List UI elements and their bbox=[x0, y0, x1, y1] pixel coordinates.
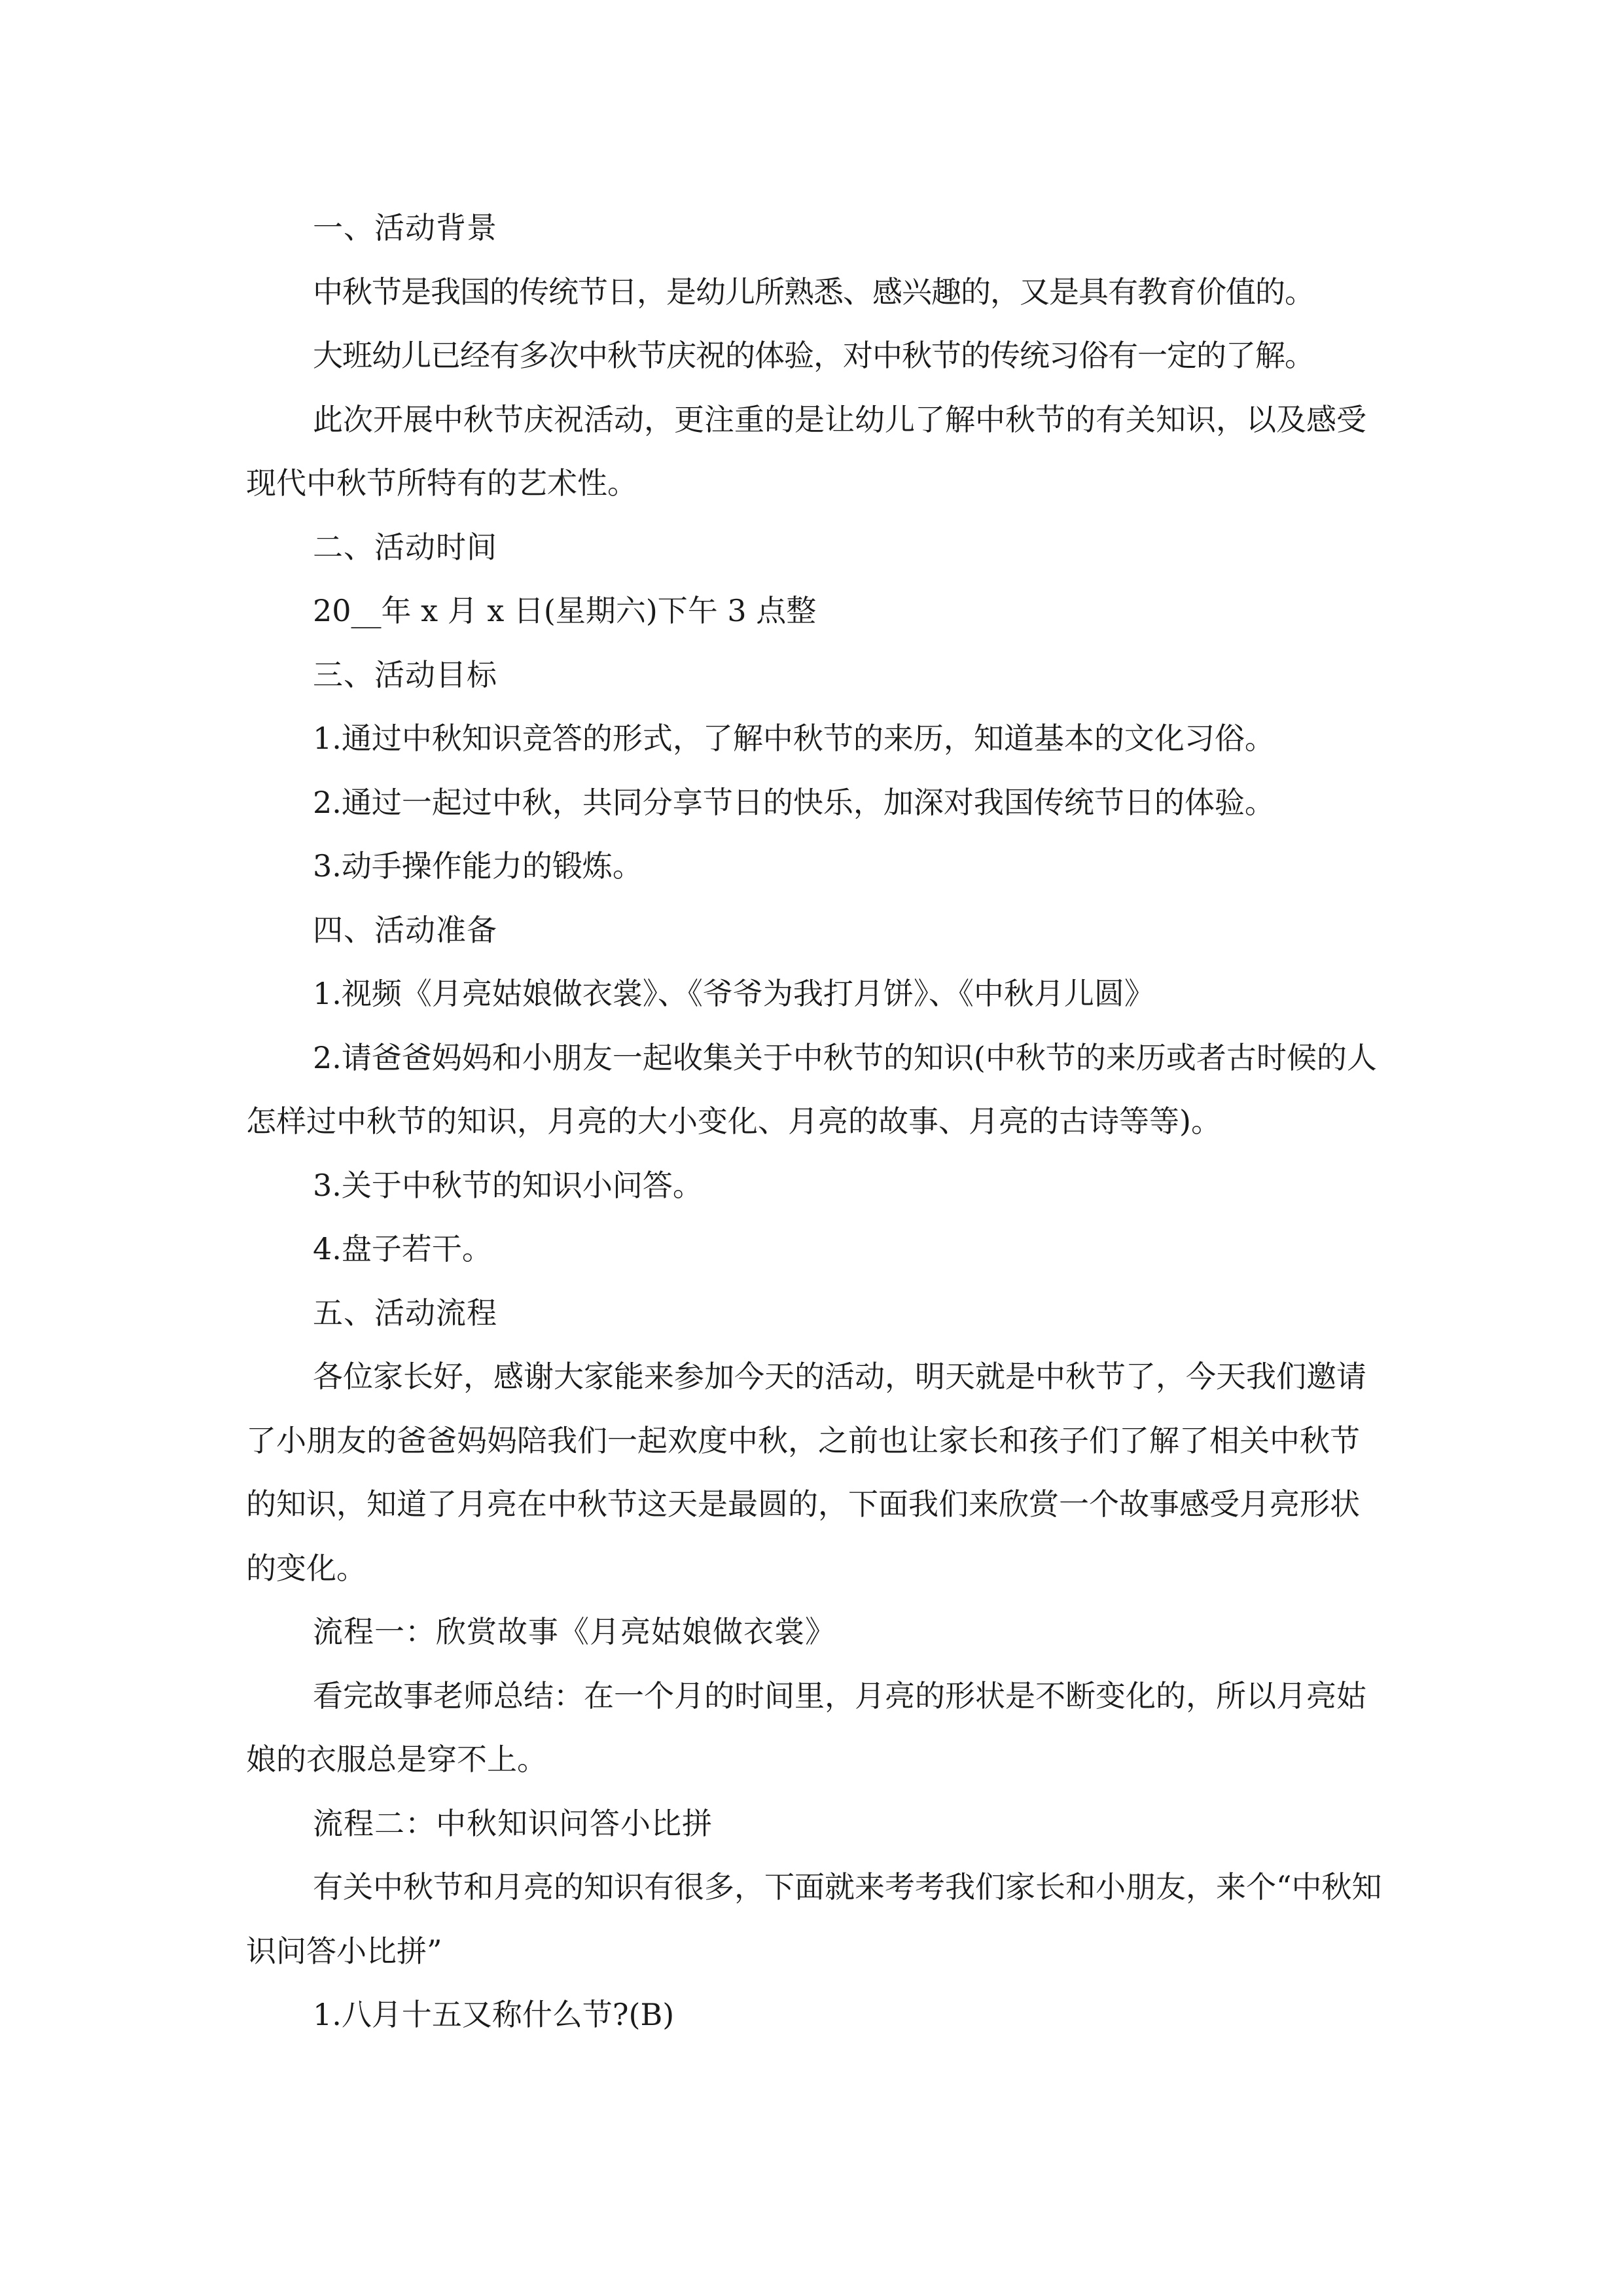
paragraph: 20__年 x 月 x 日(星期六)下午 3 点整 bbox=[313, 593, 817, 628]
paragraph: 看完故事老师总结：在一个月的时间里，月亮的形状是不断变化的，所以月亮姑娘的衣服总是穿不上。 bbox=[246, 1677, 1366, 1777]
list-item: 3.关于中秋节的知识小问答。 bbox=[313, 1167, 703, 1203]
process-step-heading: 流程一：欣赏故事《月亮姑娘做衣裳》 bbox=[313, 1614, 836, 1649]
document-body bbox=[246, 196, 1385, 2047]
list-item: 1.通过中秋知识竞答的形式，了解中秋节的来历，知道基本的文化习俗。 bbox=[313, 721, 1275, 756]
list-item: 2.通过一起过中秋，共同分享节日的快乐，加深对我国传统节日的体验。 bbox=[313, 784, 1275, 820]
section-heading-process: 五、活动流程 bbox=[313, 1295, 497, 1331]
paragraph: 此次开展中秋节庆祝活动，更注重的是让幼儿了解中秋节的有关知识，以及感受现代中秋节所特有的艺术性。 bbox=[246, 401, 1366, 501]
process-step-heading: 流程二：中秋知识问答小比拼 bbox=[313, 1805, 713, 1841]
paragraph: 中秋节是我国的传统节日，是幼儿所熟悉、感兴趣的，又是具有教育价值的。 bbox=[313, 274, 1314, 310]
section-heading-preparation: 四、活动准备 bbox=[313, 912, 497, 948]
list-item: 2.请爸爸妈妈和小朋友一起收集关于中秋节的知识(中秋节的来历或者古时候的人怎样过中秋节的知识，月亮的大小变化、月亮的故事、月亮的古诗等等)。 bbox=[246, 1039, 1377, 1139]
list-item: 1.视频《月亮姑娘做衣裳》、《爷爷为我打月饼》、《中秋月儿圆》 bbox=[313, 976, 1154, 1011]
paragraph: 有关中秋节和月亮的知识有很多，下面就来考考我们家长和小朋友，来个“中秋知识问答小比拼” bbox=[246, 1869, 1382, 1969]
section-heading-time: 二、活动时间 bbox=[313, 529, 497, 565]
paragraph: 各位家长好，感谢大家能来参加今天的活动，明天就是中秋节了，今天我们邀请了小朋友的爸爸妈妈陪我们一起欢度中秋，之前也让家长和孩子们了解了相关中秋节的知识，知道了月亮在中秋节这天是最圆的，下面我们来欣赏一个故事感受月亮形状的变化。 bbox=[246, 1359, 1366, 1586]
section-heading-goals: 三、活动目标 bbox=[313, 656, 497, 692]
paragraph: 大班幼儿已经有多次中秋节庆祝的体验，对中秋节的传统习俗有一定的了解。 bbox=[313, 338, 1314, 373]
quiz-question: 1.八月十五又称什么节?(B) bbox=[313, 1997, 675, 2032]
section-heading-background: 一、活动背景 bbox=[313, 210, 497, 245]
list-item: 4.盘子若干。 bbox=[313, 1231, 492, 1266]
list-item: 3.动手操作能力的锻炼。 bbox=[313, 848, 643, 884]
